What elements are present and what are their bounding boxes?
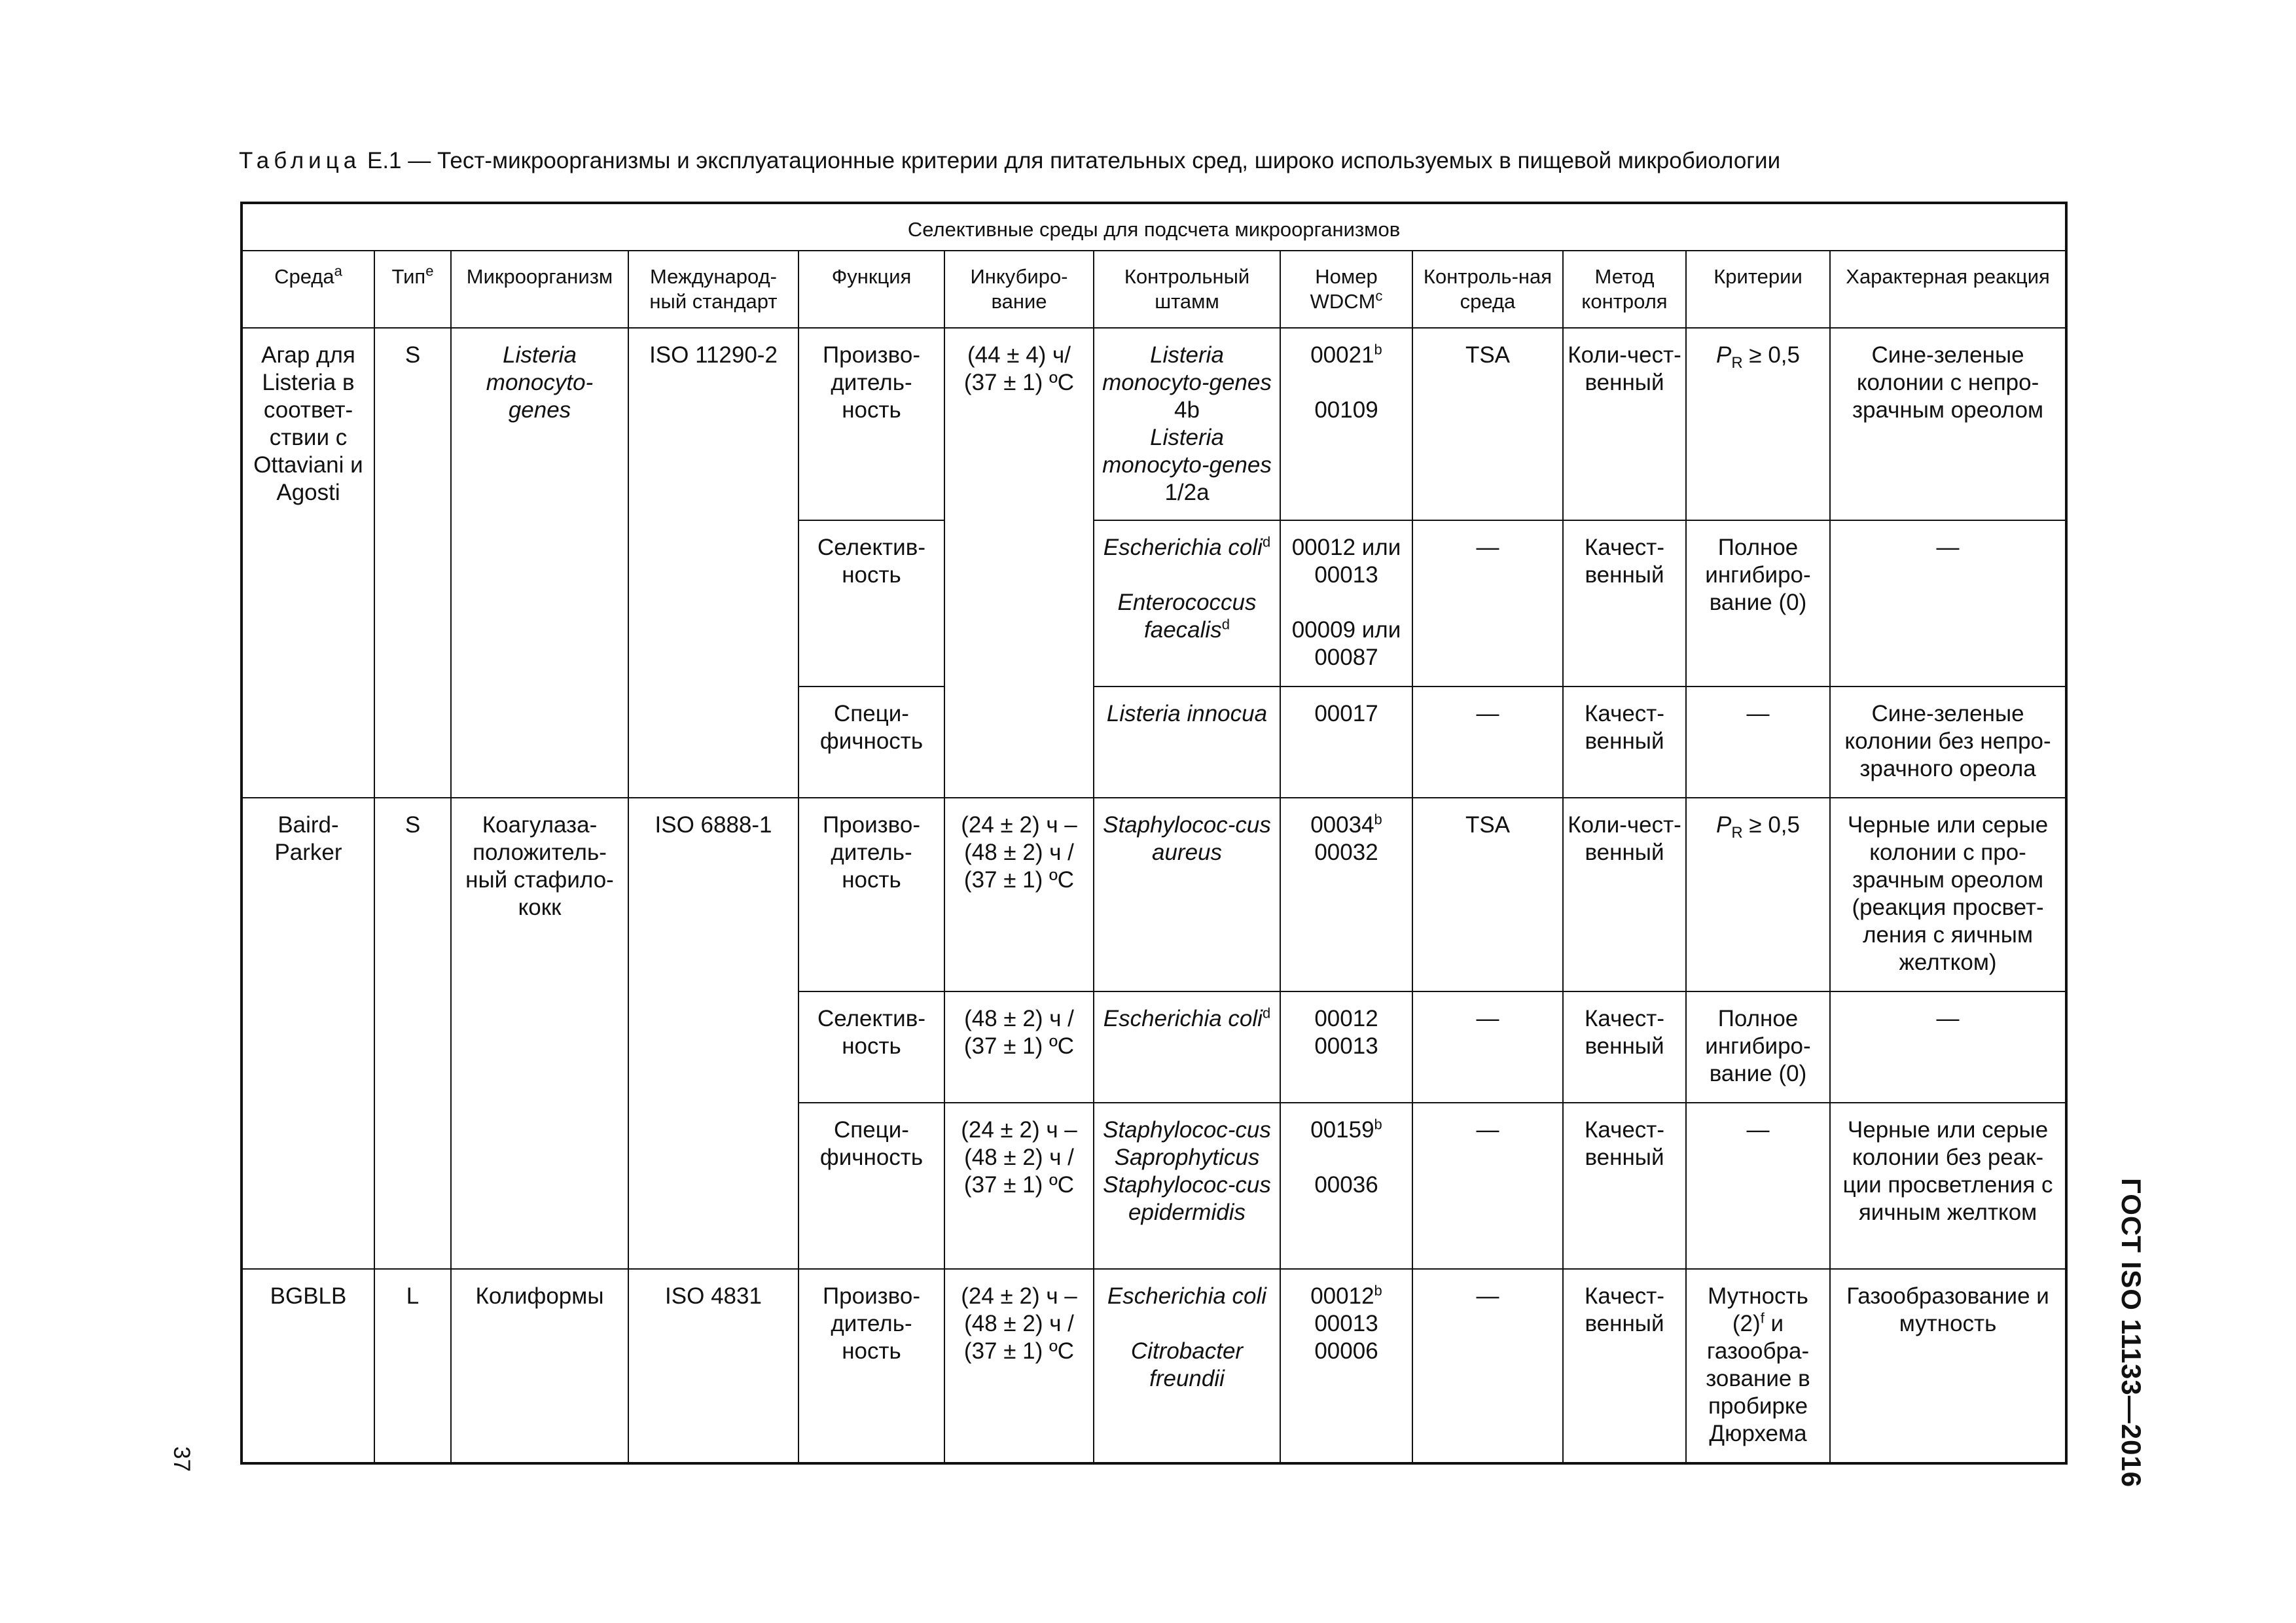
cell-method: Качест-венный [1563,991,1686,1103]
cell-reaction: — [1830,520,2066,687]
caption-label: Таблица [239,148,361,173]
cell-strain: Listeria monocyto-genes 4b Listeria monocyto-genes 1/2a [1094,328,1280,520]
cell-function: Специ-фичность [798,687,944,798]
cell-strain: Escherichia coli Citrobacter freundii [1094,1269,1280,1463]
header-row [242,251,2066,328]
section-title: Селективные среды для подсчета микроорганизмов [242,203,2066,251]
col-header-strain: Контрольный штамм [1094,251,1280,328]
cell-reaction: — [1830,991,2066,1103]
table-row [242,328,2066,520]
cell-reaction: Сине-зеленые колонии с непро-зрачным ореолом [1830,328,2066,520]
cell-strain: Staphylococ-cus aureus [1094,798,1280,991]
cell-standard: ISO 11290-2 [628,328,798,798]
cell-strain: Listeria innocua [1094,687,1280,798]
col-header-standard: Международ-ный стандарт [628,251,798,328]
cell-reaction: Сине-зеленые колонии без непро-зрачного ореола [1830,687,2066,798]
col-header-method: Метод контроля [1563,251,1686,328]
cell-medium: BGBLB [242,1269,374,1463]
table-row [242,798,2066,991]
col-header-reaction: Характерная реакция [1830,251,2066,328]
cell-criteria: — [1686,687,1830,798]
cell-function: Произво-дитель-ность [798,1269,944,1463]
cell-function: Произво-дитель-ность [798,328,944,520]
cell-wdcm: 00021$^b$ 00109 [1280,328,1412,520]
cell-type: S [374,798,451,1269]
cell-type: L [374,1269,451,1463]
cell-microorganism: Коагулаза-положитель-ный стафило-кокк [451,798,628,1269]
cell-criteria: Полное ингибиро-вание (0) [1686,991,1830,1103]
cell-function: Селектив-ность [798,520,944,687]
cell-incubation: (24 ± 2) ч – (48 ± 2) ч / (37 ± 1) ºС [944,1103,1094,1269]
cell-method: Качест-венный [1563,1103,1686,1269]
media-table [240,202,2068,1465]
col-header-ref-medium: Контроль-ная среда [1412,251,1563,328]
cell-wdcm: 00012 или 00013 00009 или 00087 [1280,520,1412,687]
cell-function: Произво-дитель-ность [798,798,944,991]
cell-ref-medium: — [1412,1269,1563,1463]
cell-wdcm: 00012 00013 [1280,991,1412,1103]
cell-type: S [374,328,451,798]
cell-criteria: $P_R \ge 0,5$ [1686,328,1830,520]
col-header-function: Функция [798,251,944,328]
cell-method: Коли-чест-венный [1563,798,1686,991]
cell-incubation: (48 ± 2) ч / (37 ± 1) ºС [944,991,1094,1103]
cell-standard: ISO 4831 [628,1269,798,1463]
cell-ref-medium: — [1412,687,1563,798]
cell-microorganism: Listeria monocyto-genes [451,328,628,798]
table-row [242,1269,2066,1463]
table-caption [239,148,1780,174]
cell-strain: Escherichia coli$^d$ [1094,991,1280,1103]
cell-strain: Staphylococ-cus Saprophyticus Staphylococ-cus epidermidis [1094,1103,1280,1269]
cell-criteria: Полное ингибиро-вание (0) [1686,520,1830,687]
page-number: 37 [169,1446,194,1472]
cell-criteria: — [1686,1103,1830,1269]
cell-ref-medium: — [1412,520,1563,687]
col-header-wdcm: Номер WDCM$^c$ [1280,251,1412,328]
cell-criteria: Мутность $(2)^f$ и газообра-зование в пробирке Дюрхема [1686,1269,1830,1463]
col-header-medium: Среда$^a$ [242,251,374,328]
col-header-microorganism: Микроорганизм [451,251,628,328]
document-standard-title: ГОСТ ISO 11133—2016 [2116,1178,2147,1488]
cell-incubation: (24 ± 2) ч – (48 ± 2) ч / (37 ± 1) ºС [944,798,1094,991]
cell-ref-medium: TSA [1412,798,1563,991]
cell-standard: ISO 6888-1 [628,798,798,1269]
cell-function: Селектив-ность [798,991,944,1103]
cell-function: Специ-фичность [798,1103,944,1269]
col-header-type: Тип$^e$ [374,251,451,328]
cell-ref-medium: TSA [1412,328,1563,520]
cell-wdcm: 00017 [1280,687,1412,798]
caption-text: Е.1 — Тест-микроорганизмы и эксплуатационные критерии для питательных сред, широко используемых в пищевой микробиологии [367,148,1781,173]
cell-wdcm: 00012$^b$ 00013 00006 [1280,1269,1412,1463]
cell-criteria: $P_R \ge 0,5$ [1686,798,1830,991]
cell-strain: Escherichia coli$^d$ Enterococcus faecalis$^d$ [1094,520,1280,687]
cell-wdcm: 00034$^b$ 00032 [1280,798,1412,991]
cell-reaction: Газообразование и мутность [1830,1269,2066,1463]
cell-ref-medium: — [1412,991,1563,1103]
cell-reaction: Черные или серые колонии с про-зрачным ореолом (реакция просвет-ления с яичным желтком) [1830,798,2066,991]
cell-incubation: (24 ± 2) ч – (48 ± 2) ч / (37 ± 1) ºС [944,1269,1094,1463]
cell-ref-medium: — [1412,1103,1563,1269]
cell-incubation: (44 ± 4) ч/ (37 ± 1) ºС [944,328,1094,798]
cell-reaction: Черные или серые колонии без реак-ции просветления с яичным желтком [1830,1103,2066,1269]
cell-method: Качест-венный [1563,520,1686,687]
cell-method: Коли-чест-венный [1563,328,1686,520]
cell-medium: Baird-Parker [242,798,374,1269]
cell-microorganism: Колиформы [451,1269,628,1463]
col-header-incubation: Инкубиро-вание [944,251,1094,328]
cell-method: Качест-венный [1563,1269,1686,1463]
cell-method: Качест-венный [1563,687,1686,798]
cell-wdcm: 00159$^b$ 00036 [1280,1103,1412,1269]
col-header-criteria: Критерии [1686,251,1830,328]
cell-medium: Агар для Listeria в соответ-ствии с Ottaviani и Agosti [242,328,374,798]
